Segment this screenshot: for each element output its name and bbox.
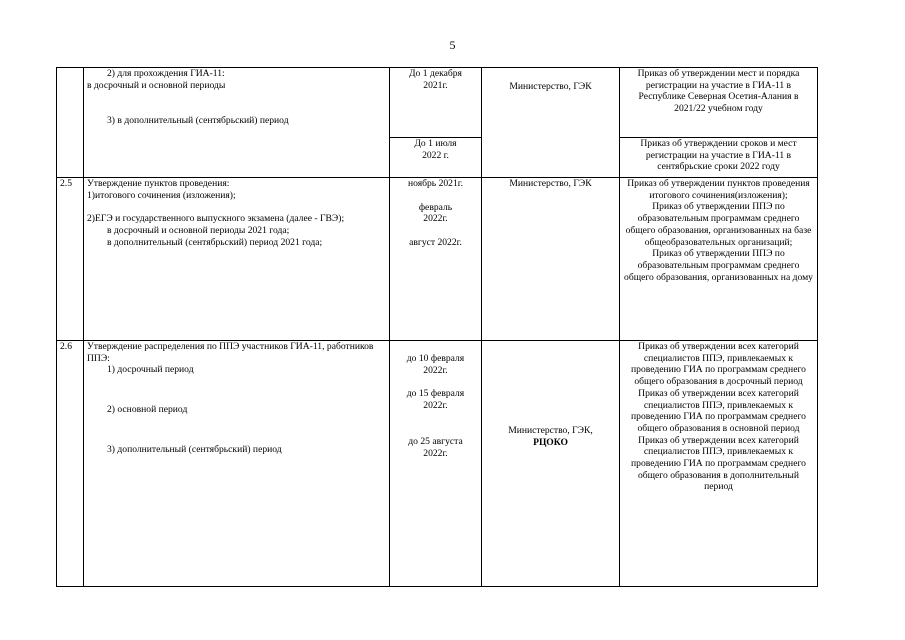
result-cell [620, 341, 818, 587]
schedule-table [56, 67, 818, 587]
responsible-line: Министерство, ГЭК, [508, 425, 593, 436]
result-cell: Приказ об утверждении мест и порядка регистрации на участие в ГИА-11 в Республике Северная Осетия-Алания в 2021/22 учебном году [620, 68, 818, 138]
responsible-cell: Министерство, ГЭК [482, 178, 620, 341]
row-number-cell: 2.6 [57, 341, 84, 587]
date-line: 2021г. [423, 79, 448, 91]
result-cell: Приказ об утверждении сроков и мест регистрации на участие в ГИА-11 в сентябрьские сроки 2022 году [620, 138, 818, 178]
date-line: февраль [418, 201, 453, 213]
date-line: ноябрь 2021г. [407, 178, 464, 189]
result-cell [620, 178, 818, 341]
date-line: 2022г. [423, 364, 448, 376]
responsible-line: РЦОКО [533, 436, 568, 448]
date-line: до 25 августа [408, 435, 463, 447]
date-cell [390, 178, 482, 341]
date-line: август 2022г. [409, 237, 462, 249]
responsible-text: Министерство, ГЭК [509, 81, 592, 92]
task-line: 2) основной период [107, 404, 188, 416]
row-number-cell [57, 68, 84, 178]
task-cell [84, 178, 390, 341]
task-line: 2)ЕГЭ и государственного выпускного экзамена (далее - ГВЭ); [87, 213, 345, 225]
task-cell [84, 68, 390, 178]
row-number-cell: 2.5 [57, 178, 84, 341]
date-line: до 10 февраля [406, 353, 465, 364]
task-line: 3) дополнительный (сентябрьский) период [107, 443, 282, 455]
date-cell [390, 68, 482, 138]
date-line: до 15 февраля [406, 388, 465, 400]
date-line: 2022г. [423, 447, 448, 459]
date-cell [390, 138, 482, 178]
task-line: 3) в дополнительный (сентябрьский) период [107, 115, 289, 127]
result-line: Приказ об утверждении всех категорий специалистов ППЭ, привлекаемых к проведению ГИА по программам среднего общего образования в дополнительный период [631, 434, 806, 493]
result-line: Приказ об утверждении пунктов проведения итогового сочинения(изложения); [627, 178, 810, 201]
task-line: 1)итогового сочинения (изложения); [87, 189, 236, 201]
page-number: 5 [449, 38, 456, 52]
date-line: До 1 декабря [409, 68, 462, 79]
result-line: Приказ об утверждении всех категорий специалистов ППЭ, привлекаемых к проведению ГИА по программам среднего общего образования в досрочный период [631, 341, 806, 388]
table-row [57, 68, 818, 138]
date-line: 2022 г. [422, 149, 449, 161]
table-row [57, 178, 818, 341]
task-line: Утверждение пунктов проведения: [87, 178, 230, 189]
date-cell [390, 341, 482, 587]
table-row [57, 341, 818, 587]
date-line: До 1 июля [414, 138, 457, 149]
task-line: Утверждение распределения по ППЭ участников ГИА-11, работников ППЭ: [87, 341, 374, 364]
date-line: 2022г. [423, 400, 448, 412]
task-line: 1) досрочный период [107, 364, 194, 376]
responsible-cell [482, 341, 620, 587]
result-line: Приказ об утверждении ППЭ по образовательным программам среднего общего образования, организованных на дому [624, 248, 813, 283]
responsible-cell [482, 68, 620, 178]
result-line: Приказ об утверждении ППЭ по образовательным программам среднего общего образования, организованных на базе общеобразовательных организаций; [625, 201, 812, 248]
task-cell [84, 341, 390, 587]
date-line: 2022г. [423, 213, 448, 225]
task-line: 2) для прохождения ГИА-11: [107, 68, 225, 79]
task-line: в дополнительный (сентябрьский) период 2021 года; [107, 236, 323, 248]
task-line: в досрочный и основной периоды 2021 года; [107, 225, 290, 237]
task-line: в досрочный и основной периоды [87, 79, 226, 91]
result-line: Приказ об утверждении всех категорий специалистов ППЭ, привлекаемых к проведению ГИА по программам среднего общего образования в основной период [631, 387, 806, 434]
